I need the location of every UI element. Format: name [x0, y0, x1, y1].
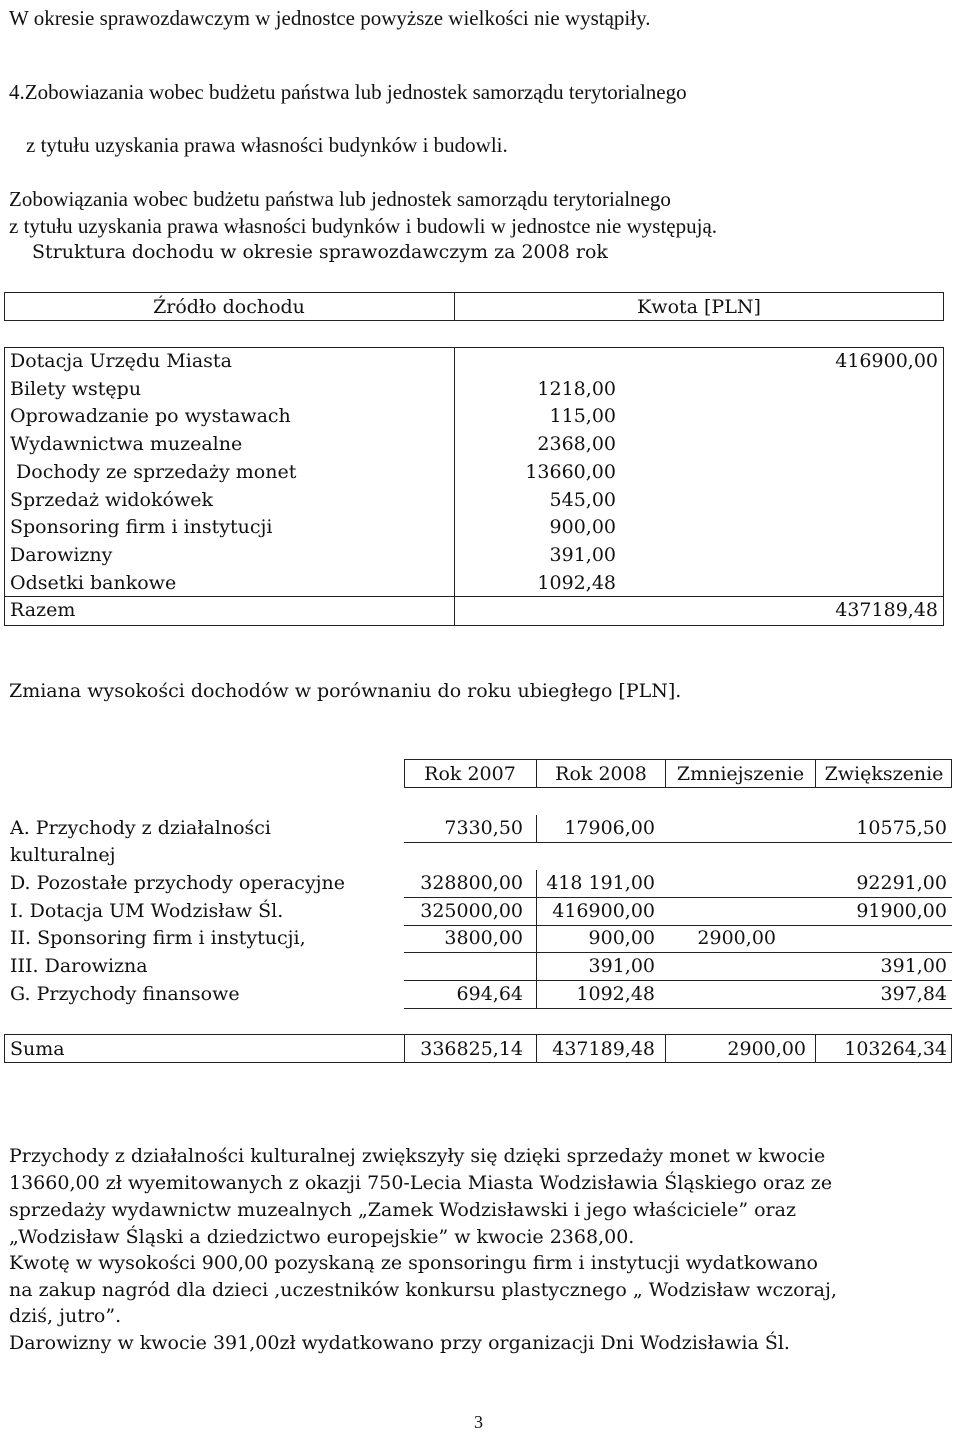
column-divider	[536, 870, 537, 897]
row-underline	[404, 925, 952, 926]
income-row-subamount: 115,00	[549, 405, 616, 427]
paragraph-line: na zakup nagród dla dzieci ,uczestników konkursu plastycznego „ Wodzisław wczoraj,	[9, 1279, 837, 1301]
column-divider	[536, 898, 537, 925]
compare-header-increase: Zwiększenie	[824, 763, 944, 785]
compare-increase: 397,84	[880, 983, 947, 1005]
compare-increase: 92291,00	[856, 872, 947, 894]
paragraph-line: sprzedaży wydawnictw muzealnych „Zamek Wodzisławski i jego właściciele” oraz	[9, 1199, 796, 1221]
paragraph-line: Zobowiązania wobec budżetu państwa lub jednostek samorządu terytorialnego	[9, 187, 671, 211]
compare-row-label: G. Przychody finansowe	[10, 983, 240, 1005]
paragraph-line: Darowizny w kwocie 391,00zł wydatkowano przy organizacji Dni Wodzisławia Śl.	[9, 1332, 790, 1354]
compare-2007: 694,64	[456, 983, 523, 1005]
sum-decrease: 2900,00	[727, 1038, 806, 1060]
income-row-label: Dochody ze sprzedaży monet	[10, 461, 297, 483]
income-row-label: Wydawnictwa muzealne	[10, 433, 243, 455]
income-row-subamount: 900,00	[549, 516, 616, 538]
row-underline	[404, 842, 952, 843]
income-row-label: Darowizny	[10, 544, 113, 566]
compare-2008: 17906,00	[564, 817, 655, 839]
compare-row-label: A. Przychody z działalności	[10, 817, 271, 839]
column-divider	[536, 981, 537, 1008]
row-underline	[404, 980, 952, 981]
compare-row-label: II. Sponsoring firm i instytucji,	[10, 927, 306, 949]
paragraph-line: dziś, jutro”.	[9, 1305, 122, 1327]
compare-2008: 416900,00	[552, 900, 655, 922]
income-row-total: 437189,48	[835, 599, 938, 621]
income-row-subamount: 1092,48	[537, 572, 616, 594]
income-row-label: Sponsoring firm i instytucji	[10, 516, 273, 538]
sum-2007: 336825,14	[420, 1038, 523, 1060]
income-total-divider	[4, 596, 944, 597]
compare-2007: 7330,50	[444, 817, 523, 839]
compare-2007: 328800,00	[420, 872, 523, 894]
compare-row-label: D. Pozostałe przychody operacyjne	[10, 872, 345, 894]
column-divider	[536, 925, 537, 952]
section-heading-4: 4.Zobowiazania wobec budżetu państwa lub jednostek samorządu terytorialnego	[9, 80, 687, 104]
income-row-label: Oprowadzanie po wystawach	[10, 405, 291, 427]
income-row-label: Razem	[10, 599, 76, 621]
paragraph-line: Kwotę w wysokości 900,00 pozyskaną ze sponsoringu firm i instytucji wydatkowano	[9, 1252, 818, 1274]
compare-decrease: 2900,00	[697, 927, 776, 949]
income-row-label: Odsetki bankowe	[10, 572, 177, 594]
income-row-subamount: 1218,00	[537, 378, 616, 400]
row-underline	[404, 1008, 952, 1009]
compare-increase: 391,00	[880, 955, 947, 977]
compare-2008: 1092,48	[576, 983, 655, 1005]
column-divider	[536, 953, 537, 980]
income-row-label: Sprzedaż widokówek	[10, 489, 213, 511]
column-divider	[536, 815, 537, 842]
compare-2008: 418 191,00	[546, 872, 655, 894]
compare-2008: 391,00	[588, 955, 655, 977]
compare-increase: 10575,50	[856, 817, 947, 839]
paragraph-line: „Wodzisław Śląski a dziedzictwo europejskie” w kwocie 2368,00.	[9, 1226, 635, 1248]
sum-increase: 103264,34	[844, 1038, 947, 1060]
sum-label: Suma	[10, 1038, 65, 1060]
intro-line: W okresie sprawozdawczym w jednostce powyższe wielkości nie wystąpiły.	[9, 6, 651, 30]
compare-row-label: I. Dotacja UM Wodzisław Śl.	[10, 900, 284, 922]
income-row-total: 416900,00	[835, 350, 938, 372]
paragraph-line: z tytułu uzyskania prawa własności budynków i budowli w jednostce nie występują.	[9, 214, 718, 238]
section-heading-4-cont: z tytułu uzyskania prawa własności budynków i budowli.	[26, 133, 508, 157]
compare-2008: 900,00	[588, 927, 655, 949]
compare-header-decrease: Zmniejszenie	[676, 763, 805, 785]
income-header-amount: Kwota [PLN]	[637, 296, 761, 318]
page-number: 3	[474, 1412, 483, 1432]
income-row-subamount: 13660,00	[525, 461, 616, 483]
row-underline	[404, 952, 952, 953]
change-title: Zmiana wysokości dochodów w porównaniu do roku ubiegłego [PLN].	[9, 680, 682, 702]
compare-increase: 91900,00	[856, 900, 947, 922]
compare-2007: 3800,00	[444, 927, 523, 949]
compare-row-label-cont: kulturalnej	[10, 844, 116, 866]
sum-2008: 437189,48	[552, 1038, 655, 1060]
income-row-subamount: 391,00	[549, 544, 616, 566]
compare-row-label: III. Darowizna	[10, 955, 148, 977]
income-row-subamount: 545,00	[549, 489, 616, 511]
income-row-subamount: 2368,00	[537, 433, 616, 455]
income-row-label: Dotacja Urzędu Miasta	[10, 350, 232, 372]
income-row-label: Bilety wstępu	[10, 378, 142, 400]
compare-header-2007: Rok 2007	[424, 763, 516, 785]
paragraph-line: Przychody z działalności kulturalnej zwiększyły się dzięki sprzedaży monet w kwocie	[9, 1145, 826, 1167]
structure-title: Struktura dochodu w okresie sprawozdawczym za 2008 rok	[32, 241, 608, 263]
income-header-source: Źródło dochodu	[153, 296, 305, 318]
compare-2007: 325000,00	[420, 900, 523, 922]
compare-header-2008: Rok 2008	[555, 763, 647, 785]
row-underline	[404, 897, 952, 898]
paragraph-line: 13660,00 zł wyemitowanych z okazji 750-Lecia Miasta Wodzisławia Śląskiego oraz ze	[9, 1172, 833, 1194]
